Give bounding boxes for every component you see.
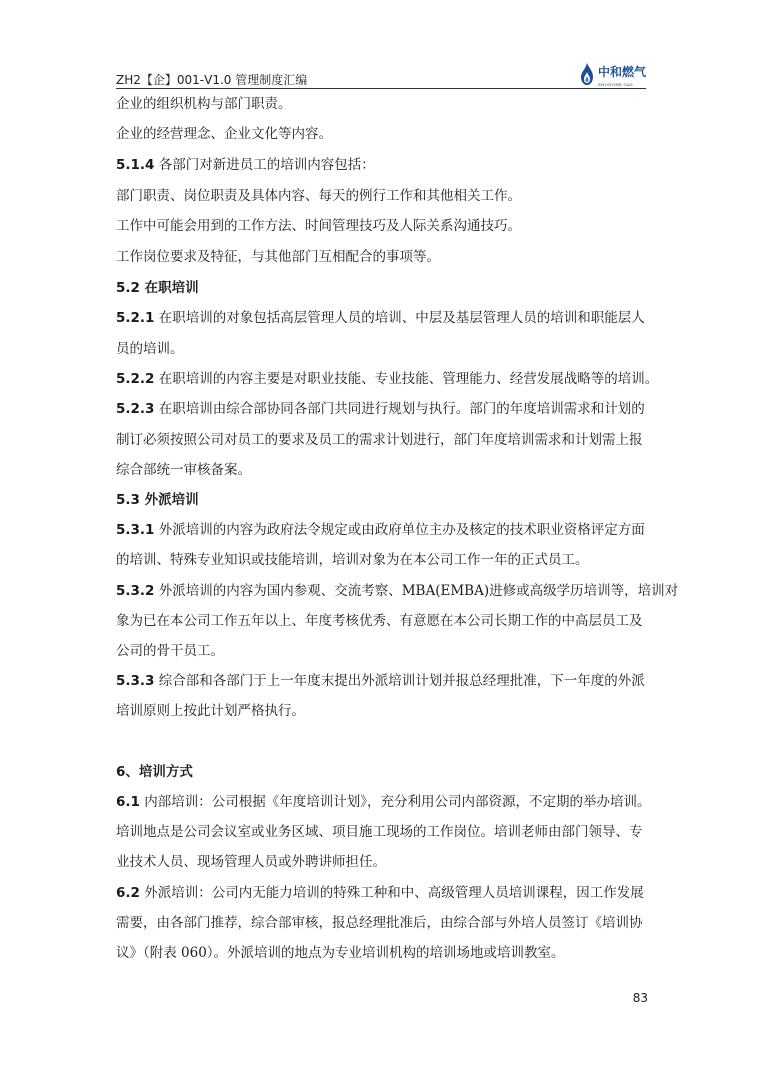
paragraph-line: 议》（附表 060）。外派培训的地点为专业培训机构的培训场地或培训教室。 <box>116 945 565 961</box>
paragraph-line: 5.2.2 在职培训的内容主要是对职业技能、专业技能、管理能力、经营发展战略等的培训。 <box>116 371 659 387</box>
section-heading: 6、培训方式 <box>116 764 193 780</box>
paragraph-line: 业技术人员、现场管理人员或外聘讲师担任。 <box>116 854 386 870</box>
paragraph-line: 5.2.3 在职培训由综合部协同各部门共同进行规划与执行。部门的年度培训需求和计划的 <box>116 401 645 417</box>
paragraph-line: 培训地点是公司会议室或业务区域、项目施工现场的工作岗位。培训老师由部门领导、专 <box>116 824 643 840</box>
paragraph-line: 6.1 内部培训：公司根据《年度培训计划》，充分利用公司内部资源，不定期的举办培训。 <box>116 794 651 810</box>
logo-subtext: ZHONGHE GAS <box>597 82 633 87</box>
paragraph-line: 培训原则上按此计划严格执行。 <box>116 703 305 719</box>
paragraph-line: 企业的经营理念、企业文化等内容。 <box>116 126 332 142</box>
paragraph-line: 工作岗位要求及特征，与其他部门互相配合的事项等。 <box>116 249 440 265</box>
paragraph-line: 部门职责、岗位职责及具体内容、每天的例行工作和其他相关工作。 <box>116 188 521 204</box>
paragraph-line: 员的培训。 <box>116 341 184 357</box>
logo-text: 中和燃气 <box>597 65 646 79</box>
paragraph-line: 的培训、特殊专业知识或技能培训，培训对象为在本公司工作一年的正式员工。 <box>116 552 589 568</box>
paragraph-line: 5.1.4 各部门对新进员工的培训内容包括： <box>116 157 375 173</box>
paragraph-line: 5.3.2 外派培训的内容为国内参观、交流考察、MBA(EMBA)进修或高级学历培训等，培训对 <box>116 583 679 599</box>
paragraph-line: 5.3.3 综合部和各部门于上一年度末提出外派培训计划并报总经理批准，下一年度的外派 <box>116 673 645 689</box>
paragraph-line: 需要，由各部门推荐，综合部审核，报总经理批准后，由综合部与外培人员签订《培训协 <box>116 915 643 931</box>
company-logo <box>579 60 646 88</box>
paragraph-line: 企业的组织机构与部门职责。 <box>116 96 292 112</box>
header-divider <box>116 88 646 89</box>
flame-icon <box>579 62 595 86</box>
paragraph-line: 综合部统一审核备案。 <box>116 462 251 478</box>
document-title: ZH2【企】001-V1.0 管理制度汇编 <box>116 73 308 87</box>
paragraph-line: 5.2.1 在职培训的对象包括高层管理人员的培训、中层及基层管理人员的培训和职能层人 <box>116 310 645 326</box>
section-heading: 5.2 在职培训 <box>116 280 199 296</box>
paragraph-line: 工作中可能会用到的工作方法、时间管理技巧及人际关系沟通技巧。 <box>116 218 521 234</box>
paragraph-line: 象为已在本公司工作五年以上、年度考核优秀、有意愿在本公司长期工作的中高层员工及 <box>116 613 643 629</box>
paragraph-line: 6.2 外派培训：公司内无能力培训的特殊工种和中、高级管理人员培训课程，因工作发展 <box>116 885 644 901</box>
paragraph-line: 制订必须按照公司对员工的要求及员工的需求计划进行，部门年度培训需求和计划需上报 <box>116 432 643 448</box>
page-number: 83 <box>632 991 648 1005</box>
section-heading: 5.3 外派培训 <box>116 492 199 508</box>
paragraph-line: 公司的骨干员工。 <box>116 643 224 659</box>
page-header <box>116 60 646 90</box>
paragraph-line: 5.3.1 外派培训的内容为政府法令规定或由政府单位主办及核定的技术职业资格评定方面 <box>116 522 645 538</box>
